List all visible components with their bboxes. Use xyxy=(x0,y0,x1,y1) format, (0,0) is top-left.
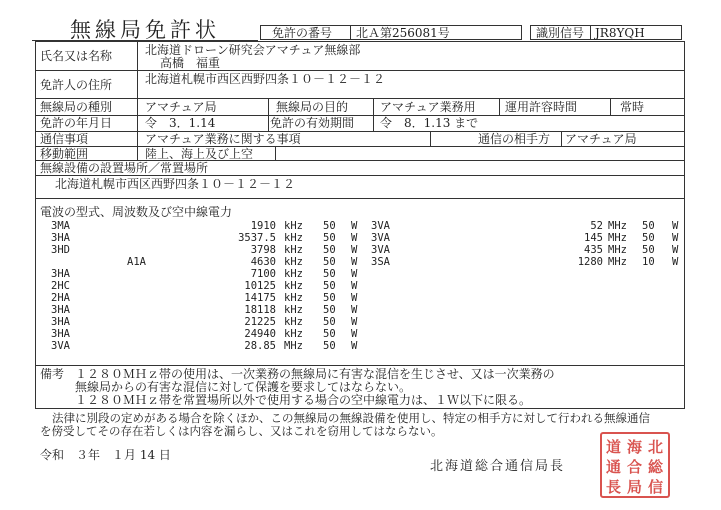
power-unit: W xyxy=(672,256,679,268)
power-unit: W xyxy=(351,268,358,280)
divider xyxy=(275,146,276,160)
license-number-label: 免許の番号 xyxy=(272,26,333,40)
validity-label: 免許の有効期間 xyxy=(270,116,355,130)
frequency-value: 14175 xyxy=(244,292,276,304)
hours-label: 運用許容時間 xyxy=(505,100,578,114)
emission-type: 3SA xyxy=(371,256,390,268)
name-label: 氏名又は名称 xyxy=(40,49,113,63)
rule xyxy=(35,198,685,199)
seal-character: 通 xyxy=(606,458,622,476)
purpose-value: アマチュア業務用 xyxy=(380,100,476,114)
name-value-line1: 北海道ドローン研究会アマチュア無線部 xyxy=(145,43,361,57)
frequency-value: 10125 xyxy=(244,280,276,292)
rule xyxy=(35,146,685,147)
comm-label: 通信事項 xyxy=(40,132,89,146)
power-value: 50 xyxy=(323,232,336,244)
power-unit: W xyxy=(351,316,358,328)
issuer: 北海道総合通信局長 xyxy=(430,459,566,474)
frequency-unit: kHz xyxy=(284,328,303,340)
seal-character: 北 xyxy=(648,438,664,456)
frequency-unit: MHz xyxy=(608,220,627,232)
hours-value: 常時 xyxy=(620,100,645,114)
emission-type: 3HD xyxy=(51,244,70,256)
emission-type: 3HA xyxy=(51,328,70,340)
seal-character: 局 xyxy=(627,478,643,496)
power-unit: W xyxy=(351,340,358,352)
power-unit: W xyxy=(351,328,358,340)
remarks-label: 備考 xyxy=(40,367,65,381)
callsign-label: 識別信号 xyxy=(536,26,585,40)
power-value: 50 xyxy=(323,304,336,316)
seal-character: 長 xyxy=(606,478,622,496)
seal-character: 道 xyxy=(606,438,622,456)
frequency-unit: kHz xyxy=(284,268,303,280)
divider xyxy=(499,98,500,115)
power-unit: W xyxy=(672,232,679,244)
validity-value: 令 8．1.13 まで xyxy=(380,116,479,130)
power-unit: W xyxy=(351,304,358,316)
frequency-value: 18118 xyxy=(244,304,276,316)
frequency-unit: MHz xyxy=(284,340,303,352)
power-unit: W xyxy=(351,292,358,304)
purpose-label: 無線局の目的 xyxy=(276,100,349,114)
power-value: 50 xyxy=(642,244,655,256)
power-value: 50 xyxy=(323,220,336,232)
frequency-unit: kHz xyxy=(284,256,303,268)
frequency-value: 28.85 xyxy=(244,340,276,352)
remarks-line2: 無線局からの有害な混信に対して保護を要求してはならない。 xyxy=(75,380,412,394)
frequency-unit: kHz xyxy=(284,232,303,244)
emission-type: 3HA xyxy=(51,232,70,244)
frequency-unit: kHz xyxy=(284,280,303,292)
power-unit: W xyxy=(351,244,358,256)
divider xyxy=(610,98,611,115)
emission-type: 3VA xyxy=(371,244,390,256)
partner-label: 通信の相手方 xyxy=(478,132,551,146)
rule xyxy=(35,70,685,71)
power-value: 10 xyxy=(642,256,655,268)
range-value: 陸上、海上及び上空 xyxy=(145,147,254,161)
rule xyxy=(35,175,685,176)
name-value-line2: 高橋 福重 xyxy=(160,56,221,70)
power-value: 50 xyxy=(323,244,336,256)
power-value: 50 xyxy=(642,232,655,244)
power-value: 50 xyxy=(323,340,336,352)
frequency-value: 145 xyxy=(584,232,603,244)
license-date-value: 令 3．1.14 xyxy=(145,116,216,130)
address-label: 免許人の住所 xyxy=(40,78,113,92)
power-value: 50 xyxy=(323,268,336,280)
official-seal xyxy=(600,432,670,498)
frequency-value: 24940 xyxy=(244,328,276,340)
partner-value: アマチュア局 xyxy=(565,132,637,146)
emission-type: 3VA xyxy=(51,340,70,352)
label-divider xyxy=(137,41,138,161)
power-value: 50 xyxy=(323,280,336,292)
frequency-value: 1910 xyxy=(250,220,276,232)
place-value: 北海道札幌市西区西野四条１０－１２－１２ xyxy=(55,177,296,191)
rule xyxy=(35,98,685,99)
seal-character: 信 xyxy=(648,478,664,496)
license-number-value: 北Ａ第256081号 xyxy=(356,26,450,40)
spectrum-label: 電波の型式、周波数及び空中線電力 xyxy=(40,205,233,219)
frequency-value: 3537.5 xyxy=(238,232,276,244)
notice-line2: を傍受してその存在若しくは内容を漏らし、又はこれを窃用してはならない。 xyxy=(40,424,443,438)
notice-line1: 法律に別段の定めがある場合を除くほか、この無線局の無線設備を使用し、特定の相手方に対して行われる無線通信 xyxy=(52,411,650,425)
power-unit: W xyxy=(351,232,358,244)
power-value: 50 xyxy=(323,316,336,328)
divider xyxy=(350,25,351,40)
remarks-line3: １２８０ＭＨｚ帯を常置場所以外で使用する場合の空中線電力は、１Ｗ以下に限る。 xyxy=(75,393,532,407)
seal-character: 海 xyxy=(627,438,643,456)
frequency-unit: MHz xyxy=(608,244,627,256)
frequency-value: 7100 xyxy=(250,268,276,280)
emission-type: 3HA xyxy=(51,304,70,316)
frequency-value: 435 xyxy=(584,244,603,256)
divider xyxy=(561,131,562,146)
emission-type: 2HA xyxy=(51,292,70,304)
power-unit: W xyxy=(672,220,679,232)
emission-type: 2HC xyxy=(51,280,70,292)
emission-type: 3HA xyxy=(51,268,70,280)
power-unit: W xyxy=(351,220,358,232)
power-unit: W xyxy=(672,244,679,256)
remarks-line1: １２８０ＭＨｚ帯の使用は、一次業務の無線局に有害な混信を生じさせ、又は一次業務の xyxy=(75,367,555,381)
frequency-unit: kHz xyxy=(284,244,303,256)
power-value: 50 xyxy=(323,256,336,268)
frequency-value: 3798 xyxy=(250,244,276,256)
frequency-unit: MHz xyxy=(608,256,627,268)
issue-date: 令和 ３年 １月 14 日 xyxy=(40,448,171,462)
seal-character: 合 xyxy=(627,458,643,476)
divider xyxy=(373,98,374,131)
power-unit: W xyxy=(351,280,358,292)
address-value: 北海道札幌市西区西野四条１０－１２－１２ xyxy=(145,72,386,86)
document-title: 無線局免許状 xyxy=(70,18,220,42)
callsign-value: JR8YQH xyxy=(595,26,645,40)
rule xyxy=(35,115,685,116)
power-unit: W xyxy=(351,256,358,268)
comm-value: アマチュア業務に関する事項 xyxy=(145,132,301,146)
emission-type: 3VA xyxy=(371,220,390,232)
frequency-unit: MHz xyxy=(608,232,627,244)
frequency-value: 52 xyxy=(590,220,603,232)
frequency-unit: kHz xyxy=(284,220,303,232)
frequency-unit: kHz xyxy=(284,292,303,304)
rule xyxy=(35,365,685,366)
seal-character: 総 xyxy=(648,458,664,476)
frequency-value: 21225 xyxy=(244,316,276,328)
power-value: 50 xyxy=(323,292,336,304)
station-type-value: アマチュア局 xyxy=(145,100,217,114)
frequency-value: 1280 xyxy=(577,256,603,268)
place-label: 無線設備の設置場所／常置場所 xyxy=(40,161,209,175)
divider xyxy=(268,98,269,131)
range-label: 移動範囲 xyxy=(40,147,89,161)
divider xyxy=(430,131,431,146)
power-value: 50 xyxy=(642,220,655,232)
frequency-unit: kHz xyxy=(284,304,303,316)
divider xyxy=(590,25,591,40)
frequency-unit: kHz xyxy=(284,316,303,328)
emission-type: 3VA xyxy=(371,232,390,244)
license-date-label: 免許の年月日 xyxy=(40,116,113,130)
frequency-value: 4630 xyxy=(250,256,276,268)
emission-type: A1A xyxy=(127,256,146,268)
station-type-label: 無線局の種別 xyxy=(40,100,113,114)
power-value: 50 xyxy=(323,328,336,340)
emission-type: 3HA xyxy=(51,316,70,328)
emission-type: 3MA xyxy=(51,220,70,232)
